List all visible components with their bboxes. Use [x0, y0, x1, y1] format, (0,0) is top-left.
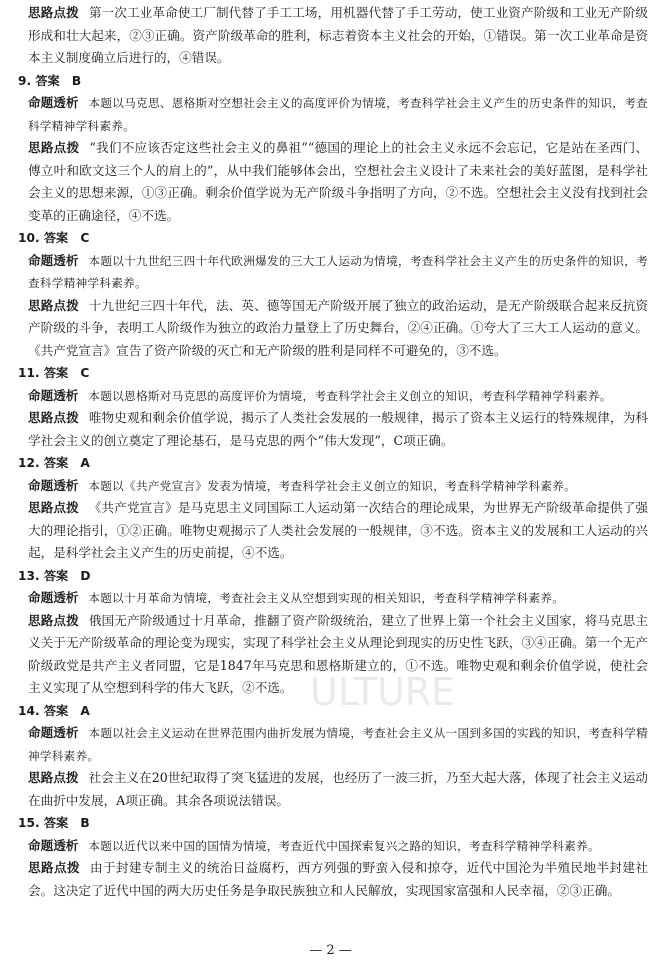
section-label: 命题透析 [28, 725, 79, 740]
page-number: — 2 — [309, 943, 352, 958]
paragraph-text: 十九世纪三四十年代，法、英、德等国无产阶级开展了独立的政治运动，是无产阶级联合起来反抗资产阶级的斗争，表明工人阶级作为独立的政治力量登上了历史舞台，②④正确。①夸大了三大工人运动的意义。《共产党宣言》宣告了资产阶级的灭亡和无产阶级的胜利是同样不可避免的，③不选。 [28, 297, 649, 358]
answer-heading: 9. 答案 B [18, 73, 82, 88]
section-label: 思路点拨 [28, 5, 79, 20]
section-label: 命题透析 [28, 252, 79, 268]
section-label: 思路点拨 [28, 612, 79, 628]
answer-heading: 12. 答案 A [18, 456, 90, 470]
section-label: 命题透析 [28, 837, 79, 853]
section-label: 思路点拨 [28, 297, 79, 313]
paragraph-text: 《共产党宣言》是马克思主义同国际工人运动第一次结合的理论成果，为世界无产阶级革命提供了强大的理论指引，①②正确。唯物史观揭示了人类社会发展的一般规律，③不选。资本主义的发展和工人运动的兴起，是科学社会主义产生的历史前提，④不选。 [28, 500, 649, 560]
paragraph-text: 唯物史观和剩余价值学说，揭示了人类社会发展的一般规律，揭示了资本主义运行的特殊规律，为科学社会主义的创立奠定了理论基石，是马克思的两个“伟大发现”，C项正确。 [28, 410, 649, 448]
analysis-paragraph [18, 587, 648, 610]
explanation-paragraph [18, 497, 648, 565]
explanation-paragraph [18, 857, 648, 902]
answer-page [18, 2, 648, 902]
section-label: 思路点拨 [28, 860, 80, 875]
analysis-paragraph [18, 385, 648, 408]
answer-heading: 10. 答案 C [18, 231, 90, 245]
section-label: 思路点拨 [28, 140, 80, 155]
analysis-paragraph [18, 92, 648, 137]
analysis-paragraph [18, 250, 648, 295]
answer-heading: 15. 答案 B [18, 816, 90, 830]
paragraph-text: 俄国无产阶级通过十月革命，推翻了资产阶级统治，建立了世界上第一个社会主义国家，将马克思主义关于无产阶级革命的理论变为现实，实现了科学社会主义从理论到现实的历史性飞跃，③④正确。第一个无产阶级政党是共产主义者同盟，它是1847年马克思和恩格斯建立的，①不选。唯物史观和剩余价值学说，使社会主义实现了从空想到科学的伟大飞跃，②不选。 [28, 612, 649, 695]
paragraph-text: 第一次工业革命使工厂制代替了手工工场，用机器代替了手工劳动，使工业资产阶级和工业无产阶级形成和壮大起来，②③正确。资产阶级革命的胜利，标志着资本主义社会的开始，①错误。第一次工业革命是资本主义制度确立后进行的，④错误。 [28, 5, 649, 65]
section-label: 命题透析 [28, 387, 79, 403]
paragraph-text: 本题以十九世纪三四十年代欧洲爆发的三大工人运动为情境，考查科学社会主义产生的历史条件的知识，考查科学精神学科素养。 [28, 253, 649, 290]
section-label: 思路点拨 [28, 770, 79, 785]
analysis-paragraph [18, 722, 648, 767]
explanation-paragraph [18, 610, 648, 700]
section-label: 命题透析 [28, 95, 79, 110]
section-label: 命题透析 [28, 477, 79, 493]
answer-heading: 13. 答案 D [18, 568, 91, 583]
section-label: 思路点拨 [28, 410, 79, 425]
answer-heading: 11. 答案 C [18, 366, 90, 380]
paragraph-text: 由于封建专制主义的统治日益腐朽，西方列强的野蛮入侵和掠夺，近代中国沦为半殖民地半封建社会。这决定了近代中国的两大历史任务是争取民族独立和人民解放，实现国家富强和人民幸福，②③正确。 [28, 860, 649, 898]
paragraph-text: 社会主义在20世纪取得了突飞猛进的发展，也经历了一波三折，乃至大起大落，体现了社会主义运动在曲折中发展，A项正确。其余各项说法错误。 [28, 770, 649, 808]
answer-heading: 14. 答案 A [18, 703, 90, 718]
paragraph-text: 本题以恩格斯对马克思的高度评价为情境，考查科学社会主义创立的知识，考查科学精神学科素养。 [88, 388, 612, 403]
paragraph-text: 本题以社会主义运动在世界范围内曲折发展为情境，考查社会主义从一国到多国的实践的知识，考查科学精神学科素养。 [28, 726, 649, 763]
watermark-text: ULTURE [310, 670, 456, 714]
explanation-paragraph [18, 407, 648, 452]
explanation-paragraph [18, 767, 648, 812]
explanation-paragraph [18, 137, 648, 227]
paragraph-text: 本题以十月革命为情境，考查社会主义从空想到实现的相关知识，考查科学精神学科素养。 [88, 591, 565, 605]
paragraph-text: “我们不应该否定这些社会主义的鼻祖”“德国的理论上的社会主义永远不会忘记，它是站在圣西门、傅立叶和欧文这三个人的肩上的”，从中我们能够体会出，空想社会主义设计了未来社会的美好蓝图，是科学社会主义的思想来源，①③正确。剩余价值学说为无产阶级斗争指明了方向，②不选。空想社会主义没有找到社会变革的正确途径，④不选。 [28, 140, 648, 223]
paragraph-text: 本题以《共产党宣言》发表为情境，考查科学社会主义创立的知识，考查科学精神学科素养。 [88, 478, 577, 493]
paragraph-text: 本题以近代以来中国的国情为情境，考查近代中国探索复兴之路的知识，考查科学精神学科素养。 [88, 838, 600, 853]
paragraph-text: 本题以马克思、恩格斯对空想社会主义的高度评价为情境，考查科学社会主义产生的历史条件的知识，考查科学精神学科素养。 [28, 96, 649, 133]
explanation-paragraph [18, 2, 648, 70]
analysis-paragraph [18, 475, 648, 498]
explanation-paragraph [18, 295, 648, 363]
analysis-paragraph [18, 835, 648, 858]
section-label: 思路点拨 [28, 500, 79, 515]
section-label: 命题透析 [28, 590, 79, 605]
